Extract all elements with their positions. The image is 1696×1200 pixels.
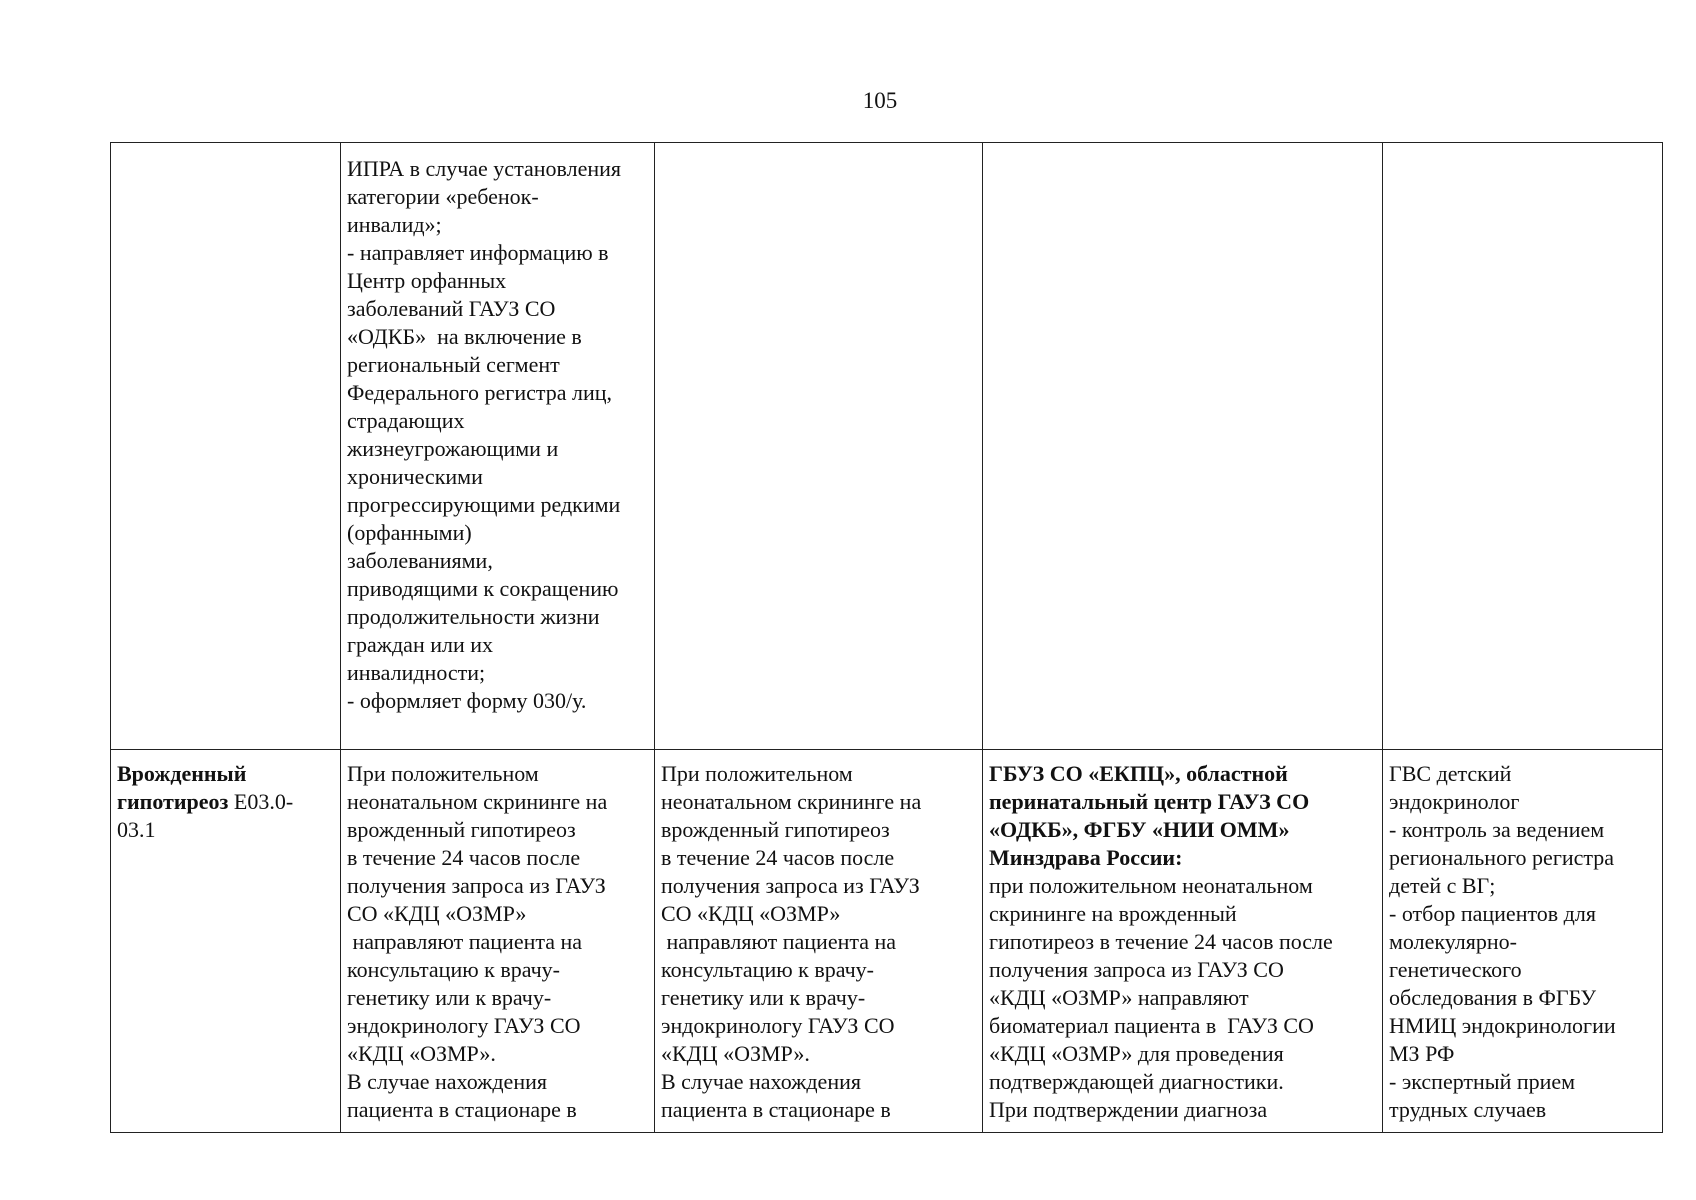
text-line: граждан или их (347, 632, 494, 657)
text-line: неонатальном скрининге на (347, 789, 608, 814)
table-cell-col5 (1383, 143, 1663, 750)
disease-name-line-1: Врожденный (117, 761, 247, 786)
table-row (111, 143, 1663, 750)
text-line: СО «КДЦ «ОЗМР» (347, 901, 527, 926)
text-line: обследования в ФГБУ (1389, 985, 1597, 1010)
text-line: неонатальном скрининге на (661, 789, 922, 814)
text-line: При положительном (347, 761, 539, 786)
text-line: получения запроса из ГАУЗ (347, 873, 606, 898)
text-line: В случае нахождения (347, 1069, 547, 1094)
text-line: гипотиреоз в течение 24 часов после (989, 929, 1333, 954)
text-line: молекулярно- (1389, 929, 1517, 954)
text-line: генетику или к врачу- (347, 985, 552, 1010)
table-row (111, 750, 1663, 1133)
text-line: инвалид»; (347, 212, 442, 237)
text-line: МЗ РФ (1389, 1041, 1455, 1066)
text-line: инвалидности; (347, 660, 486, 685)
text-line: Центр орфанных (347, 268, 507, 293)
text-line: эндокринологу ГАУЗ СО (347, 1013, 581, 1038)
text-line: перинатальный центр ГАУЗ СО (989, 789, 1310, 814)
text-line: региональный сегмент (347, 352, 560, 377)
table-cell-col2 (341, 143, 655, 750)
text-line: регионального регистра (1389, 845, 1615, 870)
text-line: направляют пациента на (347, 929, 583, 954)
text-line: направляют пациента на (661, 929, 897, 954)
text-line: в течение 24 часов после (661, 845, 895, 870)
cell-text (347, 155, 648, 715)
text-line: «КДЦ «ОЗМР». (661, 1041, 810, 1066)
cell-bold-heading (989, 760, 1376, 872)
page-number: 105 (862, 88, 898, 113)
text-line: консультацию к врачу- (347, 957, 561, 982)
text-line: категории «ребенок- (347, 184, 539, 209)
disease-title (117, 760, 334, 844)
text-line: - отбор пациентов для (1389, 901, 1596, 926)
text-line: В случае нахождения (661, 1069, 861, 1094)
text-line: прогрессирующими редкими (347, 492, 621, 517)
text-line: СО «КДЦ «ОЗМР» (661, 901, 841, 926)
table-cell-col3 (655, 143, 983, 750)
text-line: консультацию к врачу- (661, 957, 875, 982)
table-cell-col5 (1383, 750, 1663, 1133)
table-cell-disease (111, 750, 341, 1133)
text-line: «ОДКБ» на включение в (347, 324, 582, 349)
cell-text (347, 760, 648, 1124)
text-line: в течение 24 часов после (347, 845, 581, 870)
text-line: Минздрава России: (989, 845, 1183, 870)
text-line: приводящими к сокращению (347, 576, 619, 601)
text-line: эндокринологу ГАУЗ СО (661, 1013, 895, 1038)
text-line: «КДЦ «ОЗМР». (347, 1041, 496, 1066)
text-line: заболеваний ГАУЗ СО (347, 296, 556, 321)
text-line: при положительном неонатальном (989, 873, 1313, 898)
text-line: ГВС детский (1389, 761, 1512, 786)
text-line: хроническими (347, 464, 483, 489)
text-line: продолжительности жизни (347, 604, 600, 629)
text-line: генетику или к врачу- (661, 985, 866, 1010)
disease-code-part-2: 03.1 (117, 817, 156, 842)
text-line: Федерального регистра лиц, (347, 380, 613, 405)
text-line: трудных случаев (1389, 1097, 1547, 1122)
disease-code-part-1: Е03.0- (228, 789, 294, 814)
text-line: врожденный гипотиреоз (661, 817, 890, 842)
text-line: подтверждающей диагностики. (989, 1069, 1284, 1094)
text-line: - экспертный прием (1389, 1069, 1576, 1094)
text-line: жизнеугрожающими и (347, 436, 559, 461)
text-line: «КДЦ «ОЗМР» для проведения (989, 1041, 1284, 1066)
text-line: пациента в стационаре в (347, 1097, 577, 1122)
table-cell-col2 (341, 750, 655, 1133)
text-line: получения запроса из ГАУЗ СО (989, 957, 1284, 982)
text-line: «ОДКБ», ФГБУ «НИИ ОММ» (989, 817, 1290, 842)
table-cell-col3 (655, 750, 983, 1133)
text-line: генетического (1389, 957, 1522, 982)
document-table (110, 142, 1663, 1133)
text-line: врожденный гипотиреоз (347, 817, 576, 842)
text-line: - направляет информацию в (347, 240, 609, 265)
text-line: детей с ВГ; (1389, 873, 1496, 898)
text-line: «КДЦ «ОЗМР» направляют (989, 985, 1249, 1010)
text-line: ГБУЗ СО «ЕКПЦ», областной (989, 761, 1288, 786)
text-line: - оформляет форму 030/у. (347, 688, 587, 713)
table-cell-disease (111, 143, 341, 750)
disease-name-line-2: гипотиреоз (117, 789, 229, 814)
cell-text (1389, 760, 1656, 1124)
text-line: биоматериал пациента в ГАУЗ СО (989, 1013, 1314, 1038)
text-line: пациента в стационаре в (661, 1097, 891, 1122)
text-line: При положительном (661, 761, 853, 786)
text-line: (орфанными) (347, 520, 472, 545)
table-cell-col4 (983, 143, 1383, 750)
text-line: страдающих (347, 408, 465, 433)
text-line: ИПРА в случае установления (347, 156, 622, 181)
text-line: скрининге на врожденный (989, 901, 1237, 926)
text-line: - контроль за ведением (1389, 817, 1605, 842)
cell-text (661, 760, 976, 1124)
table-cell-col4 (983, 750, 1383, 1133)
text-line: НМИЦ эндокринологии (1389, 1013, 1616, 1038)
text-line: заболеваниями, (347, 548, 493, 573)
text-line: эндокринолог (1389, 789, 1520, 814)
text-line: получения запроса из ГАУЗ (661, 873, 920, 898)
text-line: При подтверждении диагноза (989, 1097, 1268, 1122)
cell-text (989, 872, 1376, 1124)
